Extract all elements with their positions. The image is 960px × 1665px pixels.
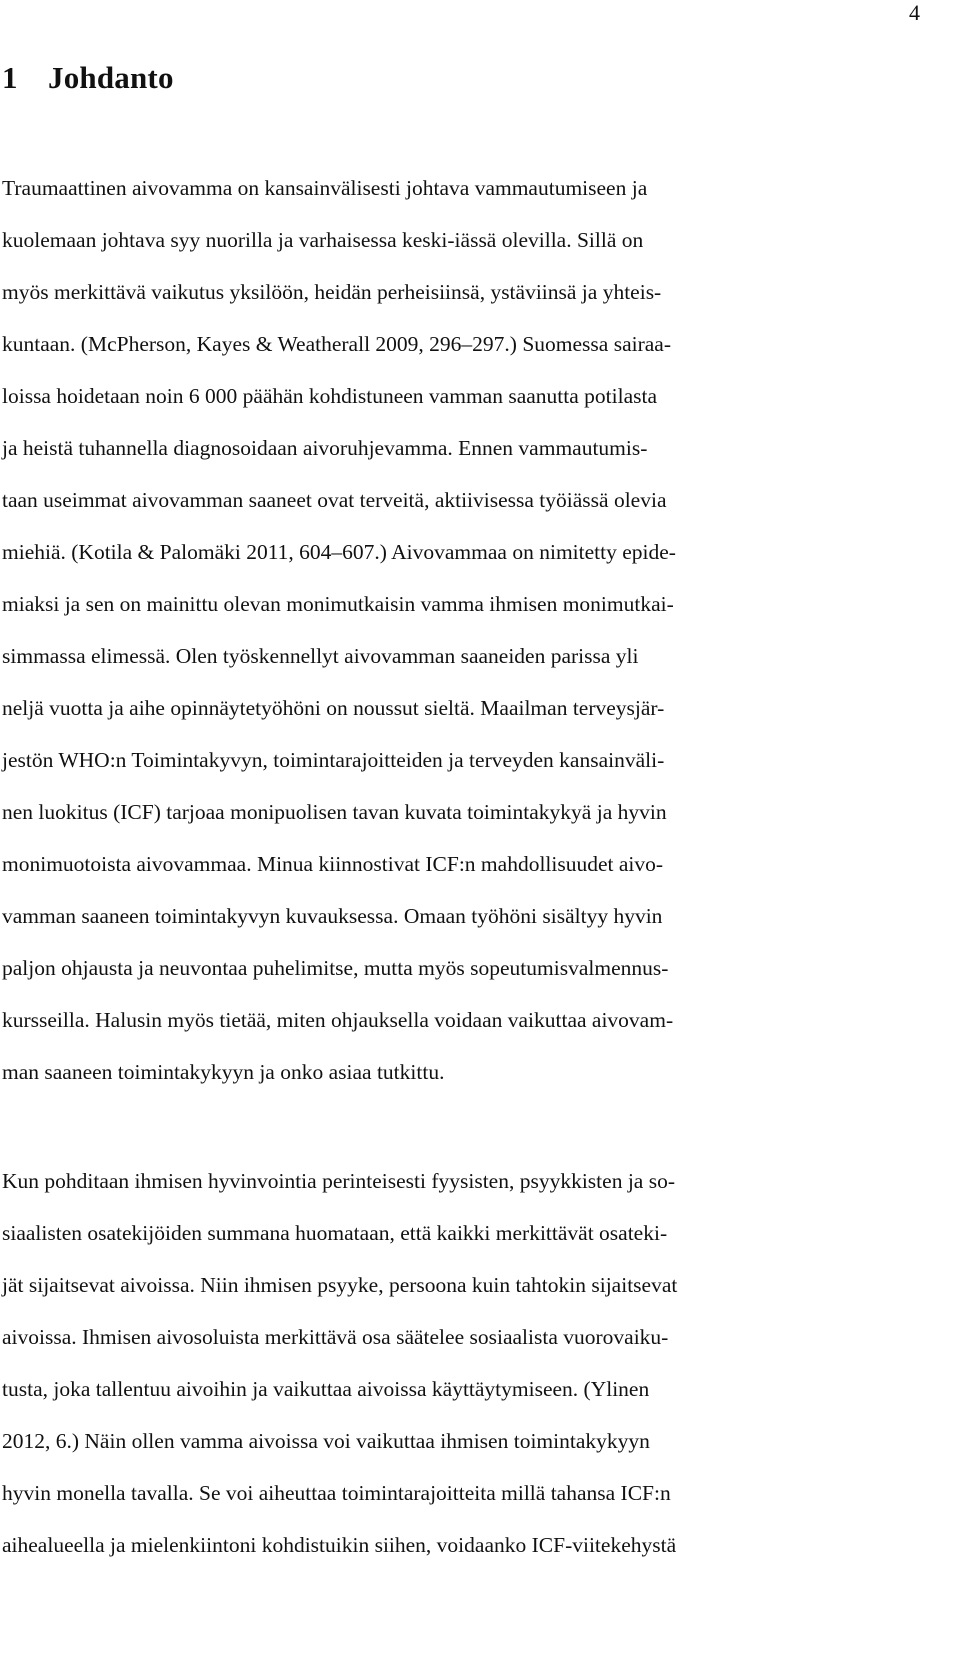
- paragraph-line: aivoissa. Ihmisen aivosoluista merkittävä osa säätelee sosiaalista vuorovaiku-: [2, 1325, 669, 1349]
- paragraph-line: neljä vuotta ja aihe opinnäytetyöhöni on noussut sieltä. Maailman terveysjär-: [2, 696, 665, 720]
- paragraph-line: miehiä. (Kotila & Palomäki 2011, 604–607.) Aivovammaa on nimitetty epide-: [2, 540, 676, 564]
- paragraph-line: vamman saaneen toimintakyvyn kuvauksessa. Omaan työhöni sisältyy hyvin: [2, 904, 663, 928]
- paragraph-text: [2, 1155, 952, 1571]
- body-paragraph-1: [2, 162, 952, 1098]
- paragraph-line: aihealueella ja mielenkiintoni kohdistuikin siihen, voidaanko ICF-viitekehystä: [2, 1533, 677, 1557]
- paragraph-line: paljon ohjausta ja neuvontaa puhelimitse, mutta myös sopeutumisvalmennus-: [2, 956, 669, 980]
- paragraph-line: loissa hoidetaan noin 6 000 päähän kohdistuneen vamman saanutta potilasta: [2, 384, 657, 408]
- paragraph-line: Kun pohditaan ihmisen hyvinvointia perinteisesti fyysisten, psyykkisten ja so-: [2, 1169, 675, 1193]
- paragraph-line: jestön WHO:n Toimintakyvyn, toimintarajoitteiden ja terveyden kansainväli-: [2, 748, 665, 772]
- paragraph-line: monimuotoista aivovammaa. Minua kiinnostivat ICF:n mahdollisuudet aivo-: [2, 852, 664, 876]
- paragraph-line: man saaneen toimintakykyyn ja onko asiaa tutkittu.: [2, 1060, 445, 1084]
- paragraph-line: simmassa elimessä. Olen työskennellyt aivovamman saaneiden parissa yli: [2, 644, 639, 668]
- chapter-heading: [2, 62, 174, 93]
- paragraph-line: 2012, 6.) Näin ollen vamma aivoissa voi vaikuttaa ihmisen toimintakykyyn: [2, 1429, 650, 1453]
- paragraph-line: tusta, joka tallentuu aivoihin ja vaikuttaa aivoissa käyttäytymiseen. (Ylinen: [2, 1377, 650, 1401]
- paragraph-line: miaksi ja sen on mainittu olevan monimutkaisin vamma ihmisen monimutkai-: [2, 592, 674, 616]
- paragraph-line: kuolemaan johtava syy nuorilla ja varhaisessa keski-iässä olevilla. Sillä on: [2, 228, 644, 252]
- paragraph-text: [2, 162, 952, 1098]
- paragraph-line: taan useimmat aivovamman saaneet ovat terveitä, aktiivisessa työiässä olevia: [2, 488, 667, 512]
- paragraph-line: myös merkittävä vaikutus yksilöön, heidän perheisiinsä, ystäviinsä ja yhteis-: [2, 280, 662, 304]
- paragraph-line: ja heistä tuhannella diagnosoidaan aivoruhjevamma. Ennen vammautumis-: [2, 436, 648, 460]
- body-paragraph-2: [2, 1155, 952, 1571]
- paragraph-line: siaalisten osatekijöiden summana huomataan, että kaikki merkittävät osateki-: [2, 1221, 668, 1245]
- paragraph-line: Traumaattinen aivovamma on kansainvälisesti johtava vammautumiseen ja: [2, 176, 648, 200]
- paragraph-line: nen luokitus (ICF) tarjoaa monipuolisen tavan kuvata toimintakykyä ja hyvin: [2, 800, 667, 824]
- page-number: 4: [909, 0, 920, 25]
- chapter-title: Johdanto: [48, 60, 174, 95]
- paragraph-line: jät sijaitsevat aivoissa. Niin ihmisen psyyke, persoona kuin tahtokin sijaitsevat: [2, 1273, 678, 1297]
- chapter-number: 1: [2, 60, 18, 95]
- paragraph-line: kuntaan. (McPherson, Kayes & Weatherall 2009, 296–297.) Suomessa sairaa-: [2, 332, 671, 356]
- paragraph-line: kursseilla. Halusin myös tietää, miten ohjauksella voidaan vaikuttaa aivovam-: [2, 1008, 674, 1032]
- paragraph-line: hyvin monella tavalla. Se voi aiheuttaa toimintarajoitteita millä tahansa ICF:n: [2, 1481, 671, 1505]
